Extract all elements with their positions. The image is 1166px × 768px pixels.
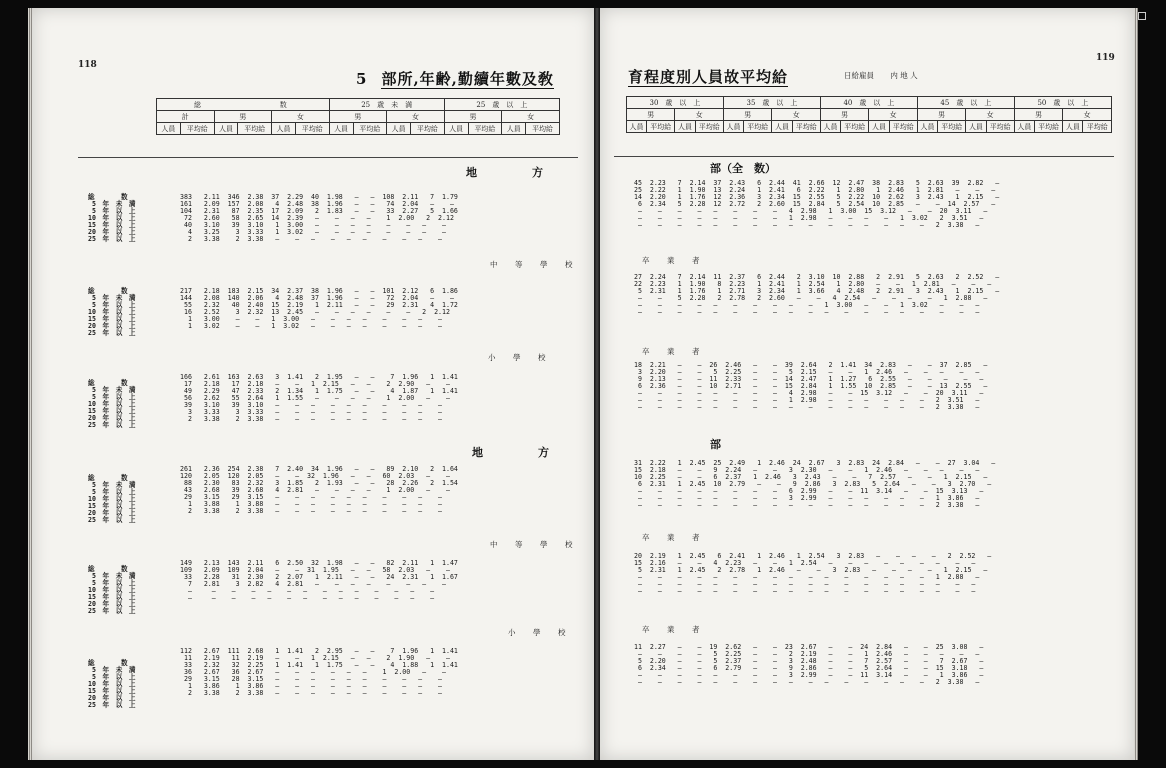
hdr-persons: 人員 [502, 123, 526, 135]
hdr-persons: 人員 [157, 123, 181, 135]
subsection-heading: 中 等 學 校 [490, 260, 578, 269]
data-block: 45 2.23 7 2.14 37 2.43 6 2.44 41 2.66 12 2.47 38 2.83 5 2.63 39 2.82 — 25 2.22 1 1.90 13 2.24 1 2.41 6 2.22 1 2.80 1 2.46 1 2.81 — — — 14 2.20 1 1.76 12 2.36 3 2.34 15 2.55 5 2.22 10 2.62 3 2.43 1 2.15 — 6 2.34 5 2.28 12 2.72 2 2.60 15 2.84 5 2.54 10 2.85 — — 14 2.57 — — — — — — — — — 4 2.98 1 3.00 15 3.12 — — 20 3.11 — — — — — — — — — 1 2.98 — — — — 1 3.02 2 3.51 — — — — — — — — — — — — — — — — — 2 3.38 — [634, 179, 1000, 229]
hdr-age-50: 50 歳 以 上 [1014, 97, 1111, 109]
data-block: 149 2.13 143 2.11 6 2.50 32 1.98 — — 82 2.11 1 1.47 109 2.09 109 2.04 — — 31 1.95 — — 58 2.03 — — 33 2.28 31 2.30 2 2.07 1 2.11 — — 24 2.31 1 1.67 7 2.81 3 2.82 4 2.81 — — — — — — — — — — — — — — — — — — — — — — — — — — — — — — — — — — — — [180, 559, 458, 602]
subsection-heading: 小 學 校 [508, 628, 571, 637]
hdr-male: 男 [820, 109, 868, 121]
hdr-avg-wage: 平均給 [411, 123, 445, 135]
header-rule [78, 157, 578, 158]
hdr-persons: 人員 [627, 121, 647, 133]
hdr-avg-wage: 平均給 [526, 123, 560, 135]
hdr-female: 女 [1063, 109, 1112, 121]
hdr-avg-wage: 平均給 [180, 123, 214, 135]
row-labels: 総 数 5 年 未 満 5 年 以 上 10 年 以 上 15 年 以 上 20 年 以 上 25 年 以 上 [88, 379, 136, 429]
row-labels: 総 数 5 年 未 満 5 年 以 上 10 年 以 上 15 年 以 上 20 年 以 上 25 年 以 上 [88, 287, 136, 337]
hdr-avg-wage: 平均給 [1034, 121, 1062, 133]
data-block: 18 2.21 — — 26 2.46 — — 39 2.64 2 1.41 34 2.83 — — 37 2.85 — 3 2.20 — — 5 2.25 — — 5 2.15 — — 1 2.46 — — — — — 9 2.13 — — 11 2.33 — — 14 2.47 1 1.27 6 2.55 — — — — — 6 2.36 — — 10 2.71 — — 15 2.84 1 1.55 10 2.85 — — 13 2.55 — — — — — — — — — 4 2.98 — — 15 3.12 — — 20 3.11 — — — — — — — — — 1 2.98 — — — — — — 2 3.51 — — — — — — — — — — — — — — — — — 2 3.38 — [634, 361, 988, 411]
hdr-total-sub: 計 [157, 111, 215, 123]
hdr-age-35: 35 歳 以 上 [723, 97, 820, 109]
hdr-persons: 人員 [917, 121, 937, 133]
hdr-male: 男 [444, 111, 502, 123]
hdr-female: 女 [675, 109, 723, 121]
right-page [600, 8, 1134, 760]
data-block: 27 2.24 7 2.14 11 2.37 6 2.44 2 3.10 10 2.88 2 2.91 5 2.63 2 2.52 — 22 2.23 1 1.90 8 2.23 1 2.41 1 2.54 1 2.80 — — 1 2.81 — — — 5 2.31 1 1.76 1 2.71 3 2.34 1 3.66 4 2.48 2 2.91 3 2.43 1 2.15 — — — 5 2.28 2 2.78 2 2.60 — — 4 2.54 — — — — 1 2.88 — — — — — — — — — — — 1 3.00 — — 1 3.02 — — — — — — — — — — — — — — — — — — — — — — [634, 273, 1000, 316]
hdr-avg-wage: 平均給 [792, 121, 820, 133]
hdr-age-40: 40 歳 以 上 [820, 97, 917, 109]
hdr-age-under-25: 25 歳 未 満 [329, 99, 444, 111]
hdr-avg-wage: 平均給 [986, 121, 1014, 133]
hdr-female: 女 [966, 109, 1014, 121]
section-heading: 地 方 [472, 446, 549, 459]
hdr-female: 女 [869, 109, 917, 121]
hdr-persons: 人員 [387, 123, 411, 135]
section-heading: 地 方 [466, 166, 543, 179]
hdr-male: 男 [1014, 109, 1062, 121]
hdr-male: 男 [214, 111, 272, 123]
hdr-female: 女 [502, 111, 560, 123]
hdr-avg-wage: 平均給 [695, 121, 723, 133]
title-text: 育程度別人員故平均給 [628, 68, 789, 86]
hdr-persons: 人員 [1063, 121, 1083, 133]
corner-mark [1138, 12, 1146, 20]
hdr-male: 男 [723, 109, 771, 121]
title-note-1: 日給雇員 [844, 71, 874, 80]
left-column-header [156, 98, 560, 135]
hdr-male: 男 [917, 109, 965, 121]
subsection-heading: 小 學 校 [488, 353, 551, 362]
data-block: 166 2.61 163 2.63 3 1.41 2 1.95 — — 7 1.96 1 1.41 17 2.18 17 2.18 — — 1 2.15 — — 2 2.90 — — 49 2.29 47 2.33 2 1.34 1 1.75 — — 4 1.87 1 1.41 56 2.62 55 2.64 1 1.55 — — — — 1 2.00 — — 39 3.10 39 3.10 — — — — — — — — — — 3 3.33 3 3.33 — — — — — — — — — — 2 3.38 2 3.38 — — — — — — — — — — [180, 373, 458, 423]
left-page [32, 8, 594, 760]
subsection-heading: 卒 業 者 [642, 347, 705, 356]
data-block: 112 2.67 111 2.68 1 1.41 2 2.95 — — 7 1.96 1 1.41 11 2.19 11 2.19 — — 1 2.15 — — 2 1.90 — — 33 2.32 32 2.25 1 1.41 1 1.75 — — 4 1.88 1 1.41 36 2.67 36 2.67 — — — — — — 1 2.00 — — 29 3.15 28 3.15 — — — — — — — — — — 1 3.86 1 3.86 — — — — — — — — — — 2 3.38 2 3.38 — — — — — — — — — — [180, 647, 458, 697]
hdr-avg-wage: 平均給 [938, 121, 966, 133]
title-note-2: 内 地 人 [890, 71, 918, 80]
hdr-persons: 人員 [869, 121, 889, 133]
hdr-avg-wage: 平均給 [841, 121, 869, 133]
row-labels: 総 数 5 年 未 満 5 年 以 上 10 年 以 上 15 年 以 上 20 年 以 上 25 年 以 上 [88, 474, 136, 524]
row-labels: 総 数 5 年 未 満 5 年 以 上 10 年 以 上 15 年 以 上 20 年 以 上 25 年 以 上 [88, 193, 136, 243]
data-block: 217 2.18 183 2.15 34 2.37 38 1.96 — — 101 2.12 6 1.86 144 2.08 140 2.06 4 2.48 37 1.96 — — 72 2.04 — — 55 2.32 40 2.40 15 2.19 1 2.11 — — 29 2.31 4 1.72 16 2.52 3 2.32 13 2.45 — — — — — — 2 2.12 1 3.00 — — 1 3.00 — — — — — — — — 1 3.02 — — 1 3.02 — — — — — — — — [180, 287, 458, 330]
left-page-title [356, 68, 554, 89]
hdr-female: 女 [772, 109, 820, 121]
hdr-female: 女 [387, 111, 445, 123]
hdr-persons: 人員 [723, 121, 743, 133]
right-column-header [626, 96, 1112, 133]
hdr-avg-wage: 平均給 [744, 121, 772, 133]
hdr-persons: 人員 [444, 123, 468, 135]
hdr-persons: 人員 [772, 121, 792, 133]
data-block: 261 2.36 254 2.38 7 2.40 34 1.96 — — 89 2.10 2 1.64 120 2.05 120 2.05 — — 32 1.96 — — 60 2.03 — — 88 2.30 83 2.32 3 1.85 2 1.93 — — 28 2.26 2 1.54 43 2.68 39 2.68 4 2.81 — — — — 1 2.00 — — 29 3.15 29 3.15 — — — — — — — — — — 1 3.88 1 3.88 — — — — — — — — — — 2 3.38 2 3.38 — — — — — — — — — — [180, 465, 458, 515]
subsection-heading: 卒 業 者 [642, 256, 705, 265]
header-rule [614, 156, 1114, 157]
hdr-male: 男 [329, 111, 387, 123]
hdr-persons: 人員 [329, 123, 353, 135]
hdr-persons: 人員 [820, 121, 840, 133]
title-text: 部所,年齢,勤續年數及敎 [381, 70, 554, 88]
hdr-total: 総 [157, 99, 238, 111]
subsection-heading: 卒 業 者 [642, 533, 705, 542]
hdr-age-45: 45 歳 以 上 [917, 97, 1014, 109]
row-labels: 総 数 5 年 未 満 5 年 以 上 10 年 以 上 15 年 以 上 20 年 以 上 25 年 以 上 [88, 565, 136, 615]
hdr-persons: 人員 [214, 123, 238, 135]
subsection-heading: 中 等 學 校 [490, 540, 578, 549]
hdr-avg-wage: 平均給 [647, 121, 675, 133]
hdr-male: 男 [627, 109, 675, 121]
left-page-number: 118 [78, 60, 97, 70]
section-heading: 部（全 数） [710, 162, 776, 175]
hdr-female: 女 [272, 111, 330, 123]
data-block: 20 2.19 1 2.45 6 2.41 1 2.46 1 2.54 3 2.83 — — — — 2 2.52 — 15 2.16 — — 4 2.23 — — 1 2.54 — — — — — — — — — 5 2.31 1 2.45 2 2.78 1 2.46 — — 3 2.83 — — — — 1 2.15 — — — — — — — — — — — — — — — — — 1 2.88 — — — — — — — — — — — — — — — — — — — — — — — — — — — — — — — — — — — — — — — [634, 552, 992, 595]
data-block: 11 2.27 — — 19 2.62 — — 23 2.67 — — 24 2.84 — — 25 3.08 — — — — — 5 2.25 — — 2 2.19 — — 1 2.46 — — — — — 5 2.20 — — 5 2.37 — — 3 2.48 — — 7 2.57 — — 7 2.67 — 6 2.34 — — 6 2.79 — — 9 2.86 — — 5 2.64 — — 15 3.18 — — — — — — — — — 3 2.99 — — 11 3.14 — — 1 3.86 — — — — — — — — — — — — — — — — — 2 3.38 — [634, 643, 984, 686]
hdr-avg-wage: 平均給 [295, 123, 329, 135]
section-heading: 部 [710, 438, 721, 451]
hdr-persons: 人員 [675, 121, 695, 133]
subsection-heading: 卒 業 者 [642, 625, 705, 634]
hdr-avg-wage: 平均給 [1083, 121, 1112, 133]
data-block: 31 2.22 1 2.45 25 2.49 1 2.46 24 2.67 3 2.83 24 2.84 — — 27 3.04 — 15 2.18 — — 9 2.24 — — 3 2.30 — — 1 2.46 — — — — — 10 2.25 — — 6 2.37 1 2.46 3 2.43 — — 7 2.57 — — 1 2.15 — 6 2.31 1 2.45 10 2.79 — — 9 2.86 3 2.83 5 2.64 — — 3 2.70 — — — — — — — — — 6 2.99 — — 11 3.14 — — 15 3.13 — — — — — — — — — 3 2.99 — — — — — — 1 3.86 — — — — — — — — — — — — — — — — — 2 3.38 — [634, 459, 996, 509]
hdr-avg-wage: 平均給 [238, 123, 272, 135]
hdr-persons: 人員 [966, 121, 986, 133]
hdr-persons: 人員 [272, 123, 296, 135]
hdr-age-25-over: 25 歳 以 上 [444, 99, 559, 111]
right-page-number: 119 [1096, 53, 1115, 63]
hdr-count: 数 [238, 99, 329, 111]
hdr-persons: 人員 [1014, 121, 1034, 133]
data-block: 383 2.11 346 2.38 37 2.29 40 1.98 — — 108 2.11 7 1.79 161 2.09 157 2.08 4 2.48 38 1.96 — — 74 2.04 — — 104 2.31 87 2.35 17 2.09 2 1.83 — — 33 2.27 5 1.66 72 2.60 58 2.65 14 2.39 — — — — 1 2.00 2 2.12 40 3.10 39 3.10 1 3.00 — — — — — — — — 4 3.25 3 3.33 1 3.02 — — — — — — — — 2 3.38 2 3.38 — — — — — — — — — — [180, 193, 458, 243]
right-page-title [628, 66, 788, 87]
row-labels: 総 数 5 年 未 満 5 年 以 上 10 年 以 上 15 年 以 上 20 年 以 上 25 年 以 上 [88, 659, 136, 709]
hdr-avg-wage: 平均給 [353, 123, 387, 135]
hdr-avg-wage: 平均給 [889, 121, 917, 133]
title-note [844, 70, 918, 81]
hdr-age-30: 30 歳 以 上 [627, 97, 724, 109]
hdr-avg-wage: 平均給 [468, 123, 502, 135]
table-number: 5 [356, 70, 368, 88]
